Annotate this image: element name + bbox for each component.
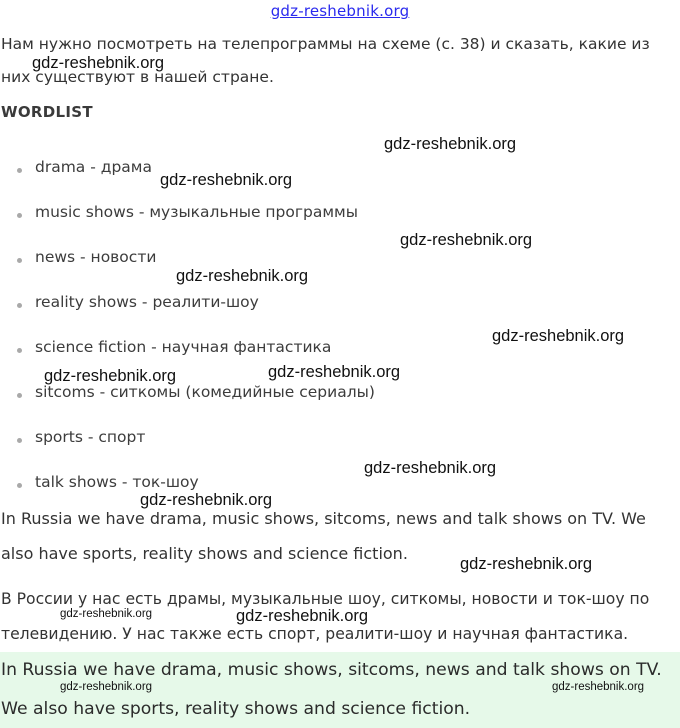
wordlist-item: drama - драма [35,158,152,176]
wordlist-item: sports - спорт [35,428,146,446]
answer-ru-line-2: телевидению. У нас также есть спорт, реалити-шоу и научная фантастика. [1,625,629,643]
bullet-icon [17,168,22,173]
answer-en-line-1: In Russia we have drama, music shows, sitcoms, news and talk shows on TV. We [1,509,646,528]
watermark: gdz-reshebnik.org [492,327,625,345]
intro-line-1: Нам нужно посмотреть на телепрограммы на схеме (с. 38) и сказать, какие из [1,35,650,53]
wordlist-item: science fiction - научная фантастика [35,338,332,356]
watermark: gdz-reshebnik.org [236,607,369,625]
wordlist-item: music shows - музыкальные программы [35,203,358,221]
bullet-icon [17,348,22,353]
wordlist-heading: WORDLIST [1,103,93,121]
intro-line-2: них существуют в нашей стране. [1,68,274,86]
watermark: gdz-reshebnik.org [364,459,497,477]
bullet-icon [17,213,22,218]
wordlist-item: talk shows - ток-шоу [35,473,199,491]
watermark: gdz-reshebnik.org [32,54,165,72]
wordlist-item: sitcoms - ситкомы (комедийные сериалы) [35,383,375,401]
watermark: gdz-reshebnik.org [44,367,177,385]
watermark: gdz-reshebnik.org [552,681,645,693]
highlight-line-1: In Russia we have drama, music shows, sitcoms, news and talk shows on TV. [1,660,662,680]
wordlist-item: news - новости [35,248,157,266]
watermark: gdz-reshebnik.org [460,555,593,573]
answer-en-line-2: also have sports, reality shows and science fiction. [1,544,408,563]
watermark: gdz-reshebnik.org [160,171,293,189]
watermark: gdz-reshebnik.org [268,363,401,381]
bullet-icon [17,393,22,398]
watermark: gdz-reshebnik.org [176,267,309,285]
watermark: gdz-reshebnik.org [60,608,153,620]
wordlist-item: reality shows - реалити-шоу [35,293,259,311]
highlight-line-2: We also have sports, reality shows and science fiction. [1,699,471,719]
bullet-icon [17,303,22,308]
bullet-icon [17,438,22,443]
watermark-top-link[interactable]: gdz-reshebnik.org [270,2,410,20]
watermark: gdz-reshebnik.org [400,231,533,249]
watermark: gdz-reshebnik.org [140,491,273,509]
answer-ru-line-1: В России у нас есть драмы, музыкальные шоу, ситкомы, новости и ток-шоу по [1,590,650,608]
watermark: gdz-reshebnik.org [60,681,153,693]
bullet-icon [17,483,22,488]
bullet-icon [17,258,22,263]
watermark: gdz-reshebnik.org [384,135,517,153]
